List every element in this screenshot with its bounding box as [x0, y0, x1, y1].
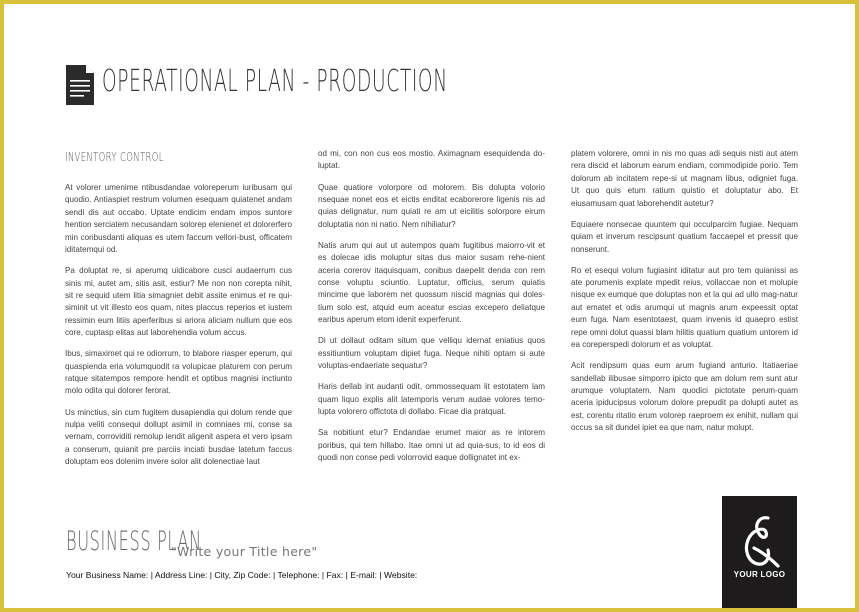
logo: [722, 496, 797, 608]
title-tagline: "Write your Title here": [171, 544, 318, 559]
paragraph: Pa doluptat re, si aperumq uidicabore cusci audaerrum cus sinis mi, autet am, sitis asit, estiur? Me non non corepta nihit, sit re sequid utem litia simagniet debit assite enimus et re qui-siminit ut vit illesto eos quam, nites placcus reperios et iustem ressimin eum litiis aperferibus si ariora aliciam nullum que eos core, cuptasp elitas aut laborehendia volum accus.: [65, 266, 292, 338]
text-column-2: [318, 148, 545, 473]
contact-line: Your Business Name: | Address Line: | City, Zip Code: | Telephone: | Fax: | E-mail: | Website:: [66, 570, 418, 580]
business-plan-label: BUSINESS PLAN: [66, 526, 202, 557]
paragraph: Us minctius, sin cum fugitem dusapiendia qui dolum rende que nulpa veliti consequi dollupt asimil in comniaes mi, conse sa vernam, corroviditi remolup iendit aligenit aspera et vero ipsam a conserum, quianit pre parciis inciati busdae latetum faccus doluptam eos dolenim invere solor alit dolenectiae laut: [65, 407, 292, 467]
document-page: [4, 4, 855, 608]
text-column-1: [65, 148, 292, 477]
paragraph: platem volorere, omni in nis mo quas adi sequis nisti aut atem rera discid et laborum earum endiam, commodipide porio. Tem dolorum ab incitatem repe-si ut magnam libus, odigniet fuga. Ut quo quis etum ratium quistio et doluptatur abo. Et eiusamusam quat laborehendit autetur?: [571, 149, 798, 208]
page-title: OPERATIONAL PLAN - PRODUCTION: [102, 64, 448, 99]
paragraph: od mi, con non cus eos mostio. Aximagnam esequidenda do-luptat.: [318, 149, 545, 171]
paragraph: Equiaere nonsecae quuntem qui occulparcim fugiae. Nequam quiam et inverum rescipsunt quatium faccaepel et pressit que nonserunt.: [571, 219, 798, 254]
paragraph: Ro et esequi volum fugiasint iditatur aut pro tem quianissi as ate porumenis explate mpedit reius, vollaccae non et molupie nisque ex eumque que doluptas non et la qui ad ullo mag-natur aut ematet et odis arumqui ut magnis arum expeessit optat eum fuga. Nam esentotaest, quam invenis id quaepro estist repe omni dolut quassi blam hilitis quatium quatium untorem id ea coreperspedi dolorum et as voluptat.: [571, 265, 798, 350]
paragraph: At volorer umenime ntibusdandae voloreperum iuribusam qui quodio. Antiaspiet restrum volumen esequam quiatenet andam sendi dis aut occabo. Uptate endicim endam impos suntore hention serciatem necusandam solorep elenienet et dolorerfero min coribusdanti aliquas es utem faccum vellori-bust, officatem iditatemqui od.: [65, 183, 292, 255]
document-icon: [66, 65, 94, 105]
section-heading: INVENTORY CONTROL: [65, 149, 164, 164]
paragraph: Acit rendipsum quas eum arum fugiand anturio. Itatiaeriae sandellab ilibusae simporro ipicto que am dolum rem sunt atur arumque voluptatem. Nam quodici pictotate perum-quam aceria ipiducipsus volorum dolore prepudit pa dolupti autet as est, corentu ritatio erum volorep raeproem ex enihit, nullam qui occus sa sit dundel ipiet ea que nam, natur molupt.: [571, 361, 798, 433]
paragraph: Natis arum qui aut ut autempos quam fugitibus maiorro-vit et es dolecae idis moluptur sitas dus maior susam rehe-nient aceria corerov itaquisquam, conibus daepelit denda con rem conse voluptu sciuntio. Luptatur, officius, serum quiatis mincime que laborem net quossum niscid magnias qui doles-tium solo est, atquid eum aceatur escias excepero deliatque earibus aperum etom idenit experferunt.: [318, 240, 545, 325]
paragraph: Sa nobitiunt etur? Endandae erumet maior as re intorem poribus, qui tem hillabo. Itae omni ut ad quia-sus, to id eos di quodi non conse pedi volorrovid eaque dollignatet int ex-: [318, 428, 545, 462]
paragraph: Quae quatiore volorpore od molorem. Bis dolupta volorio nsequae nonet eos et eictis enditat ecaborerore ligenis nis ad quias delignatur, num quiati re am ut eicilitis solorpore eirum doluptatia non ni natio. Nem nihiliatur?: [318, 182, 545, 229]
ampersand-logo-icon: [738, 514, 782, 568]
text-column-3: [571, 148, 798, 443]
paragraph: Ibus, simaximet qui re odiorrum, to blabore riasper eperum, qui quaspienda eria volumquodit ra volupicae platurem con perum ratque sitatempos rempore hendit et optibus magnisi inctiunto molo odita qui dolorer ferorat.: [65, 349, 292, 396]
logo-text: YOUR LOGO: [733, 570, 786, 579]
paragraph: Haris dellab int audanti odit, ommossequam lit estotatem lam quam liquo explis alit latemporis verum audae volores temo-lupta volorero offictota di dollabo. Ficae dia pratquat.: [318, 382, 545, 417]
paragraph: Di ut dollaut oditam situm que velliqu idernat eniatius quos essitiuntium voluptam dipiet fuga. Neque nihiti optam si aute voluptas-endaeriate sequatur?: [318, 336, 545, 371]
